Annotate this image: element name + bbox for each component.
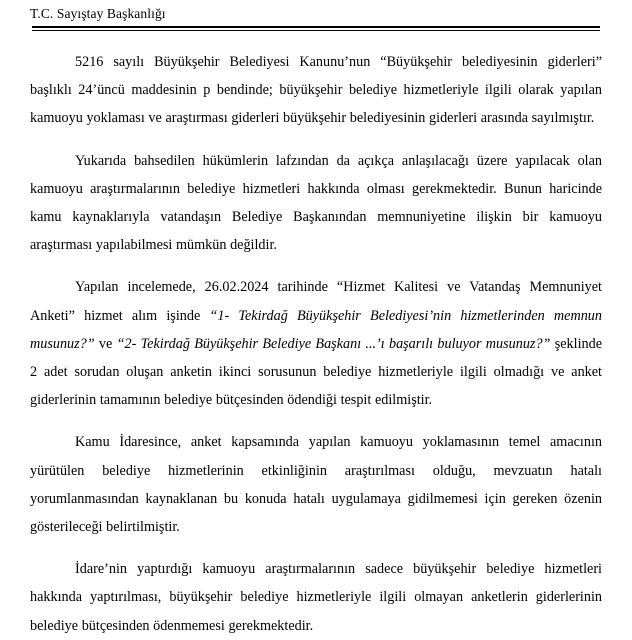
paragraph-2: Yukarıda bahsedilen hükümlerin lafzından da açıkça anlaşılacağı üzere yapılacak olan kamuoyu araştırmalarının belediye hizmetleri hakkında olması gerekmektedir. Bunun haricinde kamu kaynaklarıyla vatandaşın Belediye Başkanından memnuniyetine ilişkin bir kamuoyu araştırması yapılabilmesi mümkün değildir. <box>30 152 602 254</box>
paragraph-4: Kamu İdaresince, anket kapsamında yapılan kamuoyu yoklamasının temel amacının yürütülen belediye hizmetlerinin etkinliğinin araştırılması olduğu, mevzuatın hatalı yorumlanmasından kaynaklanan bu konuda hatalı uygulamaya gidilmemesi için gereken özenin gösterileceği belirtilmiştir. <box>30 434 602 536</box>
paragraph-1: 5216 sayılı Büyükşehir Belediyesi Kanunu’nun “Büyükşehir belediyesinin giderleri” başlıklı 24’üncü maddesinin p bendinde; büyükşehir belediye hizmetleriyle ilgili olarak yapılan kamuoyu yoklaması ve araştırması giderleri büyükşehir belediyesinin giderleri arasında sayılmıştır. <box>30 54 602 127</box>
paragraph-3-segment-3: şeklinde 2 adet sorudan oluşan anketin ikinci sorusunun belediye hizmetleriyle ilgili olmadığı ve anket giderlerinin tamamının belediye bütçesinden ödendiği tespit edilmiştir. <box>30 335 603 409</box>
document-body <box>0 48 632 640</box>
paragraph-3-segment-1: Yapılan incelemede, 26.02.2024 tarihinde “Hizmet Kalitesi ve Vatandaş Memnuniyet Anketi” hizmet alım işinde <box>30 279 602 324</box>
paragraph-5: İdare’nin yaptırdığı kamuoyu araştırmalarının sadece büyükşehir belediye hizmetleri hakkında yaptırılması, büyükşehir belediye hizmetleriyle ilgili olmayan anketlerin giderlerinin belediye bütçesinden ödenmemesi gerekmektedir. <box>30 561 602 634</box>
header-divider-rule <box>32 26 600 31</box>
paragraph-3-quote-1: “1- Tekirdağ Büyükşehir Belediyesi’nin hizmetlerinden memnun musunuz?” <box>30 307 602 352</box>
paragraph-3-quote-2: “2- Tekirdağ Büyükşehir Belediye Başkanı ...’ı başarılı buluyor musunuz?” <box>116 335 551 352</box>
page-title: T.C. Sayıştay Başkanlığı <box>30 6 166 21</box>
paragraph-3-segment-2: ve <box>94 335 117 352</box>
paragraph-3 <box>30 273 602 414</box>
document-header <box>0 0 632 31</box>
